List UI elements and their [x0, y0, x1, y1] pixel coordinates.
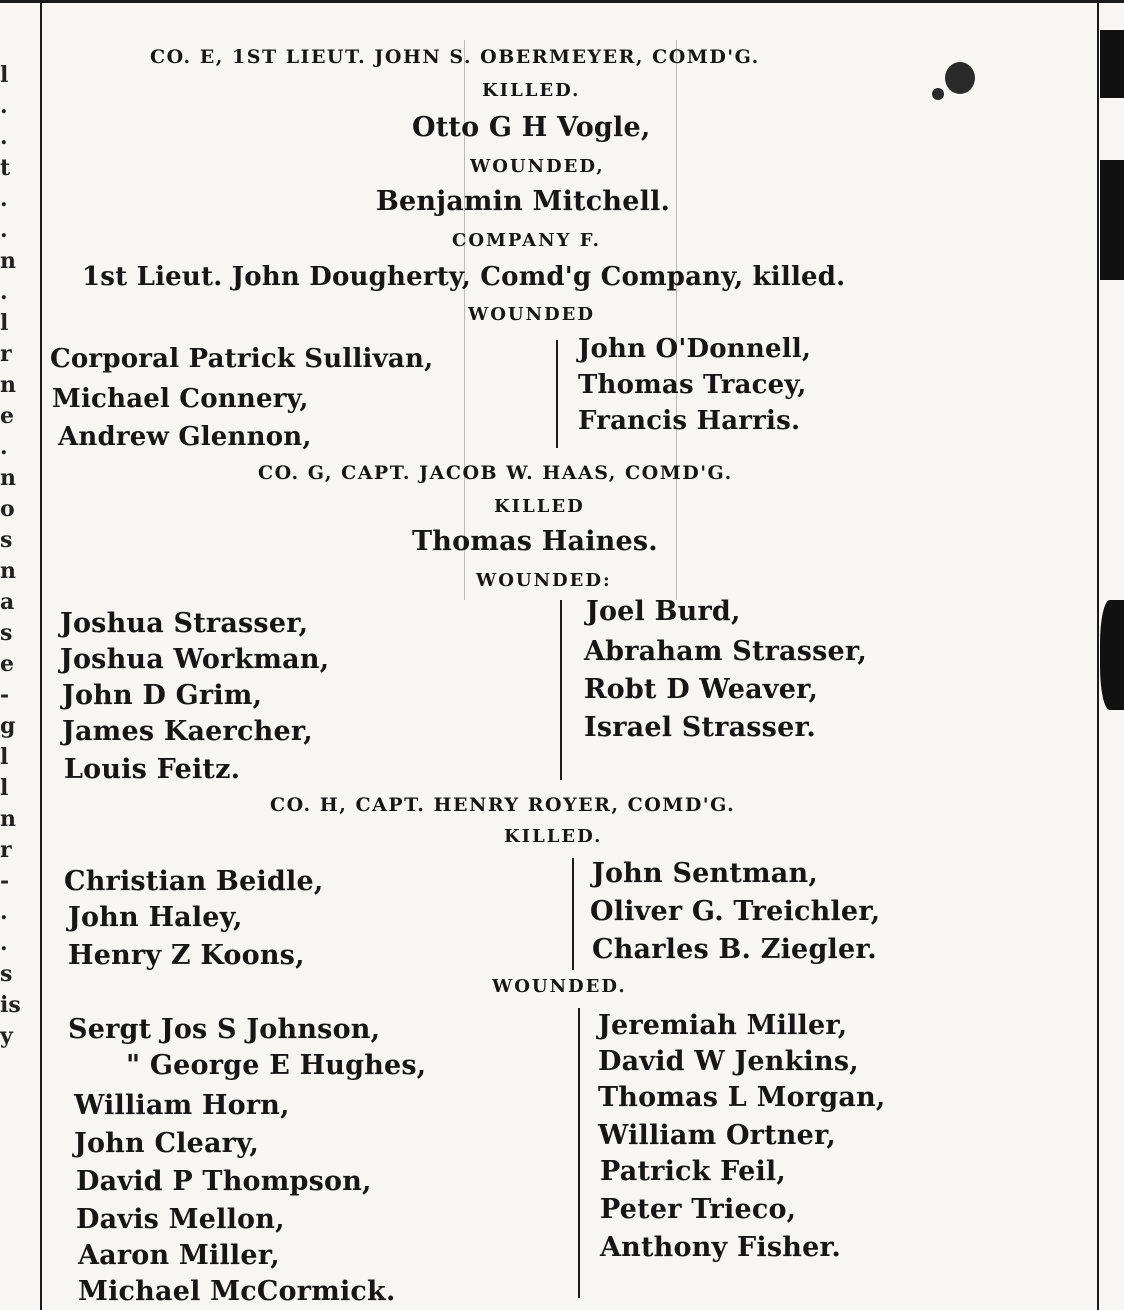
- list-item: John Cleary,: [74, 1128, 259, 1159]
- company-h-wounded-divider: [578, 1008, 580, 1298]
- list-item: William Ortner,: [598, 1120, 837, 1151]
- right-column-rule: [1097, 0, 1099, 1310]
- list-item: Peter Trieco,: [600, 1194, 797, 1225]
- company-h-header: CO. H, CAPT. HENRY ROYER, COMD'G.: [270, 794, 736, 816]
- inner-rule: [676, 40, 677, 600]
- company-g-wounded-label: WOUNDED:: [476, 570, 612, 591]
- list-item: Francis Harris.: [578, 406, 801, 436]
- left-column-fragment: l . . t . . n . l r n e . n o s n a s e - g l l n r - . . s is y: [0, 62, 21, 1049]
- list-item: William Horn,: [74, 1090, 290, 1121]
- list-item: Oliver G. Treichler,: [590, 896, 881, 927]
- company-e-wounded-label: WOUNDED,: [470, 156, 605, 177]
- list-item: David W Jenkins,: [598, 1046, 859, 1077]
- list-item: Michael McCormick.: [78, 1276, 396, 1307]
- list-item: David P Thompson,: [76, 1166, 372, 1197]
- list-item: Sergt Jos S Johnson,: [68, 1014, 381, 1045]
- ink-blot: [945, 62, 975, 94]
- list-item: Davis Mellon,: [76, 1204, 285, 1235]
- ink-blot: [932, 88, 944, 100]
- list-item: John O'Donnell,: [578, 334, 812, 364]
- company-e-killed-label: KILLED.: [482, 80, 581, 101]
- company-e-killed-name: Otto G H Vogle,: [412, 112, 651, 143]
- company-g-header: CO. G, CAPT. JACOB W. HAAS, COMD'G.: [258, 462, 733, 484]
- list-item: Abraham Strasser,: [584, 636, 867, 667]
- company-g-divider: [560, 600, 562, 780]
- list-item: Anthony Fisher.: [600, 1232, 841, 1263]
- list-item: Aaron Miller,: [78, 1240, 280, 1271]
- list-item: Joshua Workman,: [60, 644, 330, 675]
- list-item: Thomas L Morgan,: [598, 1082, 886, 1113]
- company-f-note: 1st Lieut. John Dougherty, Comd'g Company, killed.: [82, 262, 846, 292]
- left-column-rule: [40, 0, 42, 1310]
- list-item: Jeremiah Miller,: [598, 1010, 848, 1041]
- company-f-header: COMPANY F.: [452, 230, 601, 251]
- company-h-killed-label: KILLED.: [504, 826, 603, 847]
- list-item: " George E Hughes,: [126, 1050, 427, 1081]
- list-item: John Sentman,: [592, 858, 818, 889]
- list-item: Louis Feitz.: [64, 754, 241, 785]
- company-e-header: CO. E, 1ST LIEUT. JOHN S. OBERMEYER, COMD'G.: [150, 46, 760, 68]
- company-h-wounded-label: WOUNDED.: [492, 976, 627, 997]
- list-item: John Haley,: [68, 902, 243, 933]
- list-item: Robt D Weaver,: [584, 674, 819, 705]
- list-item: James Kaercher,: [62, 716, 313, 747]
- list-item: Andrew Glennon,: [58, 422, 312, 452]
- company-e-wounded-name: Benjamin Mitchell.: [376, 186, 671, 217]
- list-item: Israel Strasser.: [584, 712, 817, 743]
- list-item: Henry Z Koons,: [68, 940, 305, 971]
- company-f-wounded-label: WOUNDED: [468, 304, 595, 325]
- company-g-killed-label: KILLED: [494, 496, 585, 517]
- company-f-divider: [556, 340, 558, 448]
- list-item: Joel Burd,: [586, 596, 741, 627]
- list-item: Michael Connery,: [52, 384, 309, 414]
- top-rule: [0, 0, 1124, 3]
- list-item: Charles B. Ziegler.: [592, 934, 877, 965]
- list-item: Joshua Strasser,: [60, 608, 309, 639]
- list-item: Christian Beidle,: [64, 866, 324, 897]
- company-g-killed-name: Thomas Haines.: [412, 526, 658, 557]
- list-item: John D Grim,: [62, 680, 263, 711]
- list-item: Thomas Tracey,: [578, 370, 807, 400]
- company-h-killed-divider: [572, 858, 574, 970]
- right-column-fragment: [1100, 30, 1124, 1300]
- list-item: Patrick Feil,: [600, 1156, 786, 1187]
- list-item: Corporal Patrick Sullivan,: [50, 344, 434, 374]
